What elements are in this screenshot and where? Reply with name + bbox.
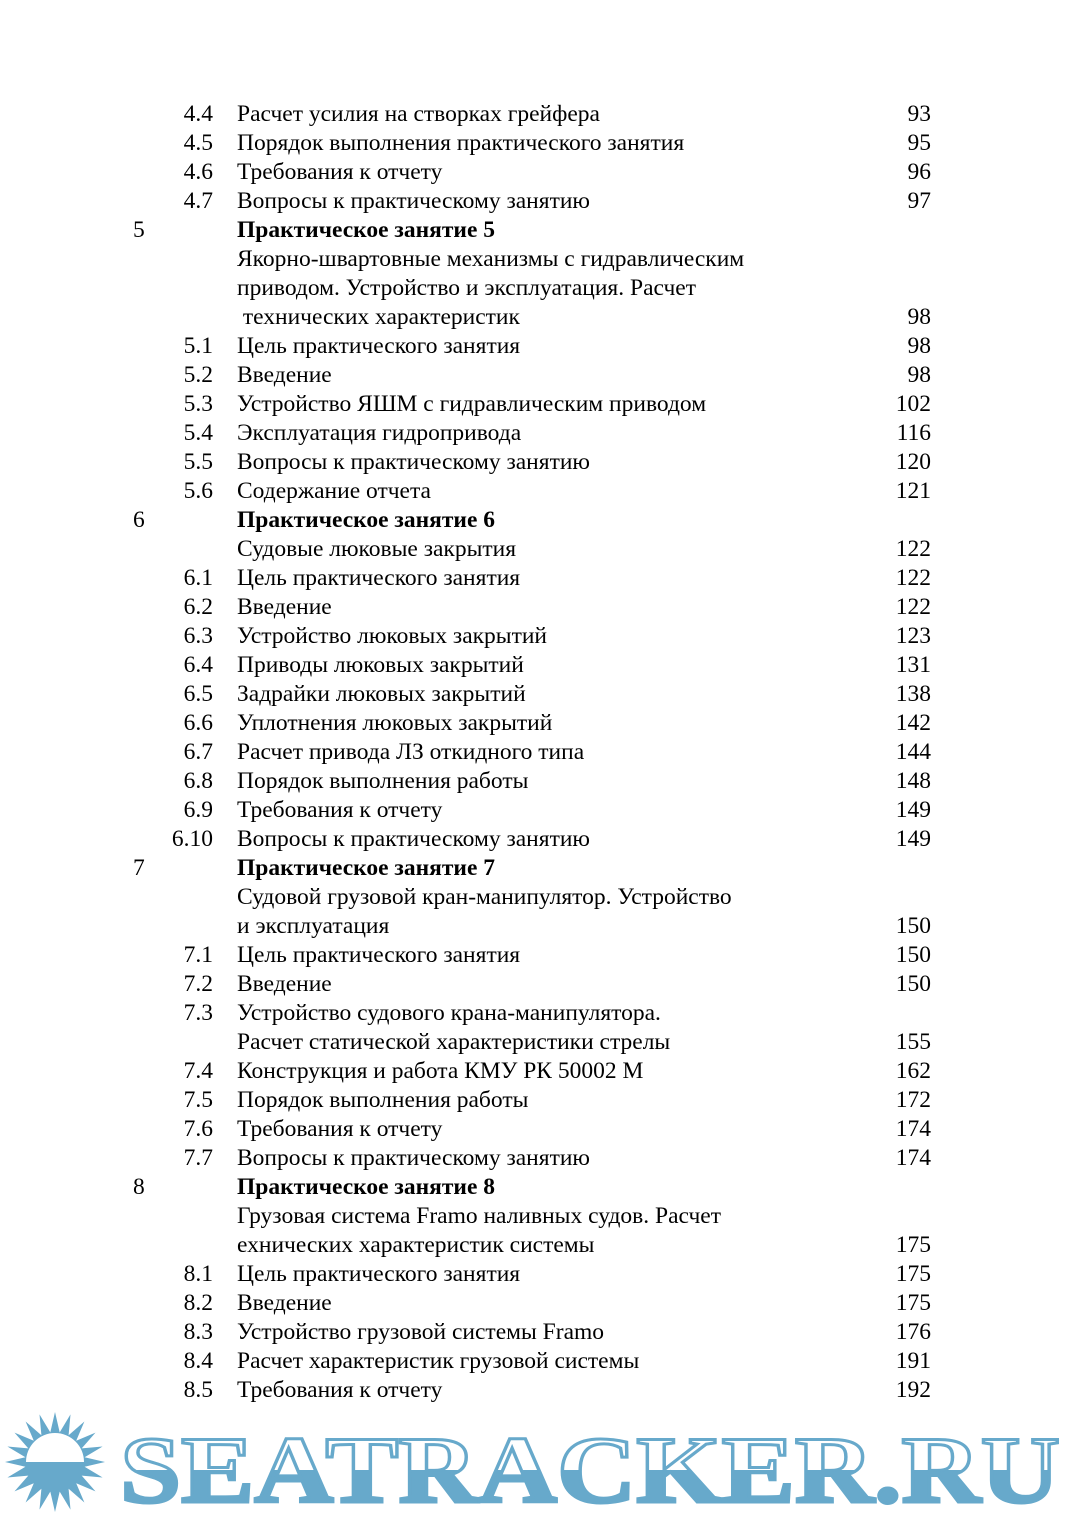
toc-entry [0, 1376, 1080, 1405]
toc-entry-page: 98 [907, 304, 931, 330]
toc-entry-page: 142 [895, 710, 931, 736]
toc-entry-number: 8.4 [183, 1348, 213, 1374]
toc-entry-number: 7.1 [183, 942, 213, 968]
toc-entry-title: Практическое занятие 7 [237, 855, 495, 881]
toc-entry-number: 6.9 [183, 797, 213, 823]
toc-entry [0, 709, 1080, 738]
toc-entry [0, 1028, 1080, 1057]
toc-entry-page: 174 [895, 1145, 931, 1171]
toc-entry-page: 175 [895, 1290, 931, 1316]
toc-entry [0, 825, 1080, 854]
toc-entry [0, 1318, 1080, 1347]
toc-entry [0, 796, 1080, 825]
toc-entry-page: 149 [895, 826, 931, 852]
toc-entry [0, 767, 1080, 796]
toc-entry-title: технических характеристик [237, 304, 520, 330]
toc-entry-title: Практическое занятие 8 [237, 1174, 495, 1200]
toc-entry-title: Порядок выполнения работы [237, 1087, 529, 1113]
toc-entry-page: 116 [896, 420, 931, 446]
toc-entry-number: 7.6 [183, 1116, 213, 1142]
toc-entry-number: 4.7 [183, 188, 213, 214]
toc-entry-title: Практическое занятие 6 [237, 507, 495, 533]
toc-entry-number: 6.6 [183, 710, 213, 736]
toc-entry-number: 4.5 [183, 130, 213, 156]
toc-entry-page: 149 [895, 797, 931, 823]
toc-entry [0, 419, 1080, 448]
toc-entry-title: Устройство люковых закрытий [237, 623, 547, 649]
toc-entry-title: Требования к отчету [237, 1377, 443, 1403]
toc-entry-page: 150 [895, 913, 931, 939]
toc-entry [0, 477, 1080, 506]
toc-entry [0, 1144, 1080, 1173]
toc-entry-page: 148 [895, 768, 931, 794]
toc-entry-page: 162 [895, 1058, 931, 1084]
toc-entry [0, 1202, 1080, 1231]
toc-entry-number: 5.6 [183, 478, 213, 504]
toc-entry [0, 564, 1080, 593]
toc-entry-title: Введение [237, 594, 332, 620]
toc-entry-page: 120 [895, 449, 931, 475]
toc-entry-title: Введение [237, 1290, 332, 1316]
toc-entry [0, 1231, 1080, 1260]
toc-entry-title: и эксплуатация [237, 913, 390, 939]
toc-entry [0, 332, 1080, 361]
toc-entry-number: 4.6 [183, 159, 213, 185]
toc-entry-title: Введение [237, 362, 332, 388]
toc-entry [0, 448, 1080, 477]
toc-entry-title: Требования к отчету [237, 1116, 443, 1142]
toc-entry-title: Расчет статической характеристики стрелы [237, 1029, 671, 1055]
toc-entry-title: Расчет привода ЛЗ откидного типа [237, 739, 585, 765]
toc-entry-page: 122 [895, 565, 931, 591]
toc-entry-number: 8.2 [183, 1290, 213, 1316]
toc-entry [0, 738, 1080, 767]
toc-entry-page: 121 [895, 478, 931, 504]
toc-entry-page: 144 [895, 739, 931, 765]
toc-entry-number: 8 [133, 1174, 145, 1200]
toc-entry [0, 1260, 1080, 1289]
toc-entry-title: Судовой грузовой кран-манипулятор. Устройство [237, 884, 732, 910]
toc-entry-title: Задрайки люковых закрытий [237, 681, 526, 707]
toc-entry [0, 941, 1080, 970]
toc-entry-number: 7 [133, 855, 145, 881]
toc-entry [0, 1057, 1080, 1086]
toc-entry-number: 5.2 [183, 362, 213, 388]
sun-logo-icon [5, 1412, 105, 1512]
toc-entry-number: 5.1 [183, 333, 213, 359]
toc-entry [0, 593, 1080, 622]
toc-entry-number: 5 [133, 217, 145, 243]
seatracker-watermark [0, 1410, 1080, 1515]
toc-entry-title: Цель практического занятия [237, 565, 521, 591]
toc-entry-number: 6 [133, 507, 145, 533]
toc-entry [0, 274, 1080, 303]
toc-entry-page: 98 [907, 362, 931, 388]
toc-entry [0, 535, 1080, 564]
toc-entry [0, 361, 1080, 390]
toc-entry [0, 158, 1080, 187]
toc-section-heading [0, 216, 1080, 245]
toc-entry [0, 1086, 1080, 1115]
toc-entry [0, 1115, 1080, 1144]
toc-entry-number: 5.5 [183, 449, 213, 475]
toc-entry-title: приводом. Устройство и эксплуатация. Расчет [237, 275, 696, 301]
toc-entry-page: 138 [895, 681, 931, 707]
toc-entry [0, 1289, 1080, 1318]
toc-entry-page: 150 [895, 942, 931, 968]
table-of-contents [0, 100, 1080, 1405]
toc-entry-number: 6.5 [183, 681, 213, 707]
toc-entry-number: 7.2 [183, 971, 213, 997]
toc-entry-title: Цель практического занятия [237, 942, 521, 968]
toc-entry-number: 6.4 [183, 652, 213, 678]
toc-entry-title: Вопросы к практическому занятию [237, 826, 590, 852]
toc-entry-title: Устройство ЯШМ с гидравлическим приводом [237, 391, 707, 417]
toc-entry-title: Требования к отчету [237, 159, 443, 185]
toc-entry-title: Устройство грузовой системы Framo [237, 1319, 605, 1345]
toc-entry-number: 8.3 [183, 1319, 213, 1345]
toc-entry-page: 174 [895, 1116, 931, 1142]
toc-entry-page: 122 [895, 594, 931, 620]
toc-entry-title: Порядок выполнения практического занятия [237, 130, 685, 156]
toc-entry-page: 150 [895, 971, 931, 997]
toc-entry [0, 622, 1080, 651]
toc-entry-page: 102 [895, 391, 931, 417]
toc-entry-title: Цель практического занятия [237, 333, 521, 359]
toc-entry [0, 1347, 1080, 1376]
toc-entry [0, 999, 1080, 1028]
toc-entry-page: 123 [895, 623, 931, 649]
toc-entry-number: 6.7 [183, 739, 213, 765]
toc-entry [0, 187, 1080, 216]
toc-section-heading [0, 854, 1080, 883]
toc-entry-title: Введение [237, 971, 332, 997]
toc-entry-page: 95 [907, 130, 931, 156]
toc-entry-number: 7.4 [183, 1058, 213, 1084]
toc-entry-page: 93 [907, 101, 931, 127]
toc-entry-number: 6.8 [183, 768, 213, 794]
toc-entry-page: 191 [895, 1348, 931, 1374]
toc-entry-title: Конструкция и работа КМУ РК 50002 М [237, 1058, 644, 1084]
toc-entry-title: Вопросы к практическому занятию [237, 449, 590, 475]
toc-entry [0, 912, 1080, 941]
toc-section-heading [0, 506, 1080, 535]
toc-entry-title: Эксплуатация гидропривода [237, 420, 522, 446]
toc-entry-number: 7.5 [183, 1087, 213, 1113]
toc-entry [0, 303, 1080, 332]
toc-entry [0, 245, 1080, 274]
toc-entry [0, 680, 1080, 709]
toc-entry-title: Расчет характеристик грузовой системы [237, 1348, 640, 1374]
toc-entry-number: 6.2 [183, 594, 213, 620]
toc-entry-title: Содержание отчета [237, 478, 431, 504]
toc-entry-page: 96 [907, 159, 931, 185]
toc-entry-page: 192 [895, 1377, 931, 1403]
toc-entry-title: Якорно-швартовные механизмы с гидравлическим [237, 246, 745, 272]
toc-entry-number: 7.7 [183, 1145, 213, 1171]
toc-entry-title: Грузовая система Framo наливных судов. Расчет [237, 1203, 721, 1229]
toc-entry-title: Вопросы к практическому занятию [237, 1145, 590, 1171]
toc-entry-page: 155 [895, 1029, 931, 1055]
toc-entry-title: Уплотнения люковых закрытий [237, 710, 553, 736]
toc-entry-page: 172 [895, 1087, 931, 1113]
toc-entry-title: ехнических характеристик системы [237, 1232, 595, 1258]
toc-entry-number: 4.4 [183, 101, 213, 127]
toc-entry-title: Устройство судового крана-манипулятора. [237, 1000, 661, 1026]
toc-entry-page: 122 [895, 536, 931, 562]
toc-entry-number: 5.3 [183, 391, 213, 417]
toc-entry-number: 8.5 [183, 1377, 213, 1403]
toc-entry-page: 98 [907, 333, 931, 359]
toc-entry [0, 883, 1080, 912]
toc-entry-number: 5.4 [183, 420, 213, 446]
toc-entry-title: Приводы люковых закрытий [237, 652, 524, 678]
toc-entry [0, 390, 1080, 419]
toc-entry-page: 175 [895, 1261, 931, 1287]
toc-entry-page: 131 [895, 652, 931, 678]
toc-entry-title: Судовые люковые закрытия [237, 536, 517, 562]
toc-entry-title: Порядок выполнения работы [237, 768, 529, 794]
toc-entry [0, 129, 1080, 158]
toc-section-heading [0, 1173, 1080, 1202]
toc-entry [0, 651, 1080, 680]
toc-entry-title: Расчет усилия на створках грейфера [237, 101, 600, 127]
watermark-text: SEATRACKER.RU [120, 1417, 1060, 1515]
toc-entry-title: Требования к отчету [237, 797, 443, 823]
toc-entry [0, 100, 1080, 129]
toc-entry-number: 6.1 [183, 565, 213, 591]
toc-entry-page: 97 [907, 188, 931, 214]
toc-entry-title: Вопросы к практическому занятию [237, 188, 590, 214]
toc-entry [0, 970, 1080, 999]
toc-entry-number: 8.1 [183, 1261, 213, 1287]
toc-entry-number: 6.10 [171, 826, 213, 852]
toc-entry-number: 7.3 [183, 1000, 213, 1026]
toc-entry-page: 175 [895, 1232, 931, 1258]
toc-entry-title: Практическое занятие 5 [237, 217, 495, 243]
toc-entry-page: 176 [895, 1319, 931, 1345]
toc-entry-number: 6.3 [183, 623, 213, 649]
toc-entry-title: Цель практического занятия [237, 1261, 521, 1287]
